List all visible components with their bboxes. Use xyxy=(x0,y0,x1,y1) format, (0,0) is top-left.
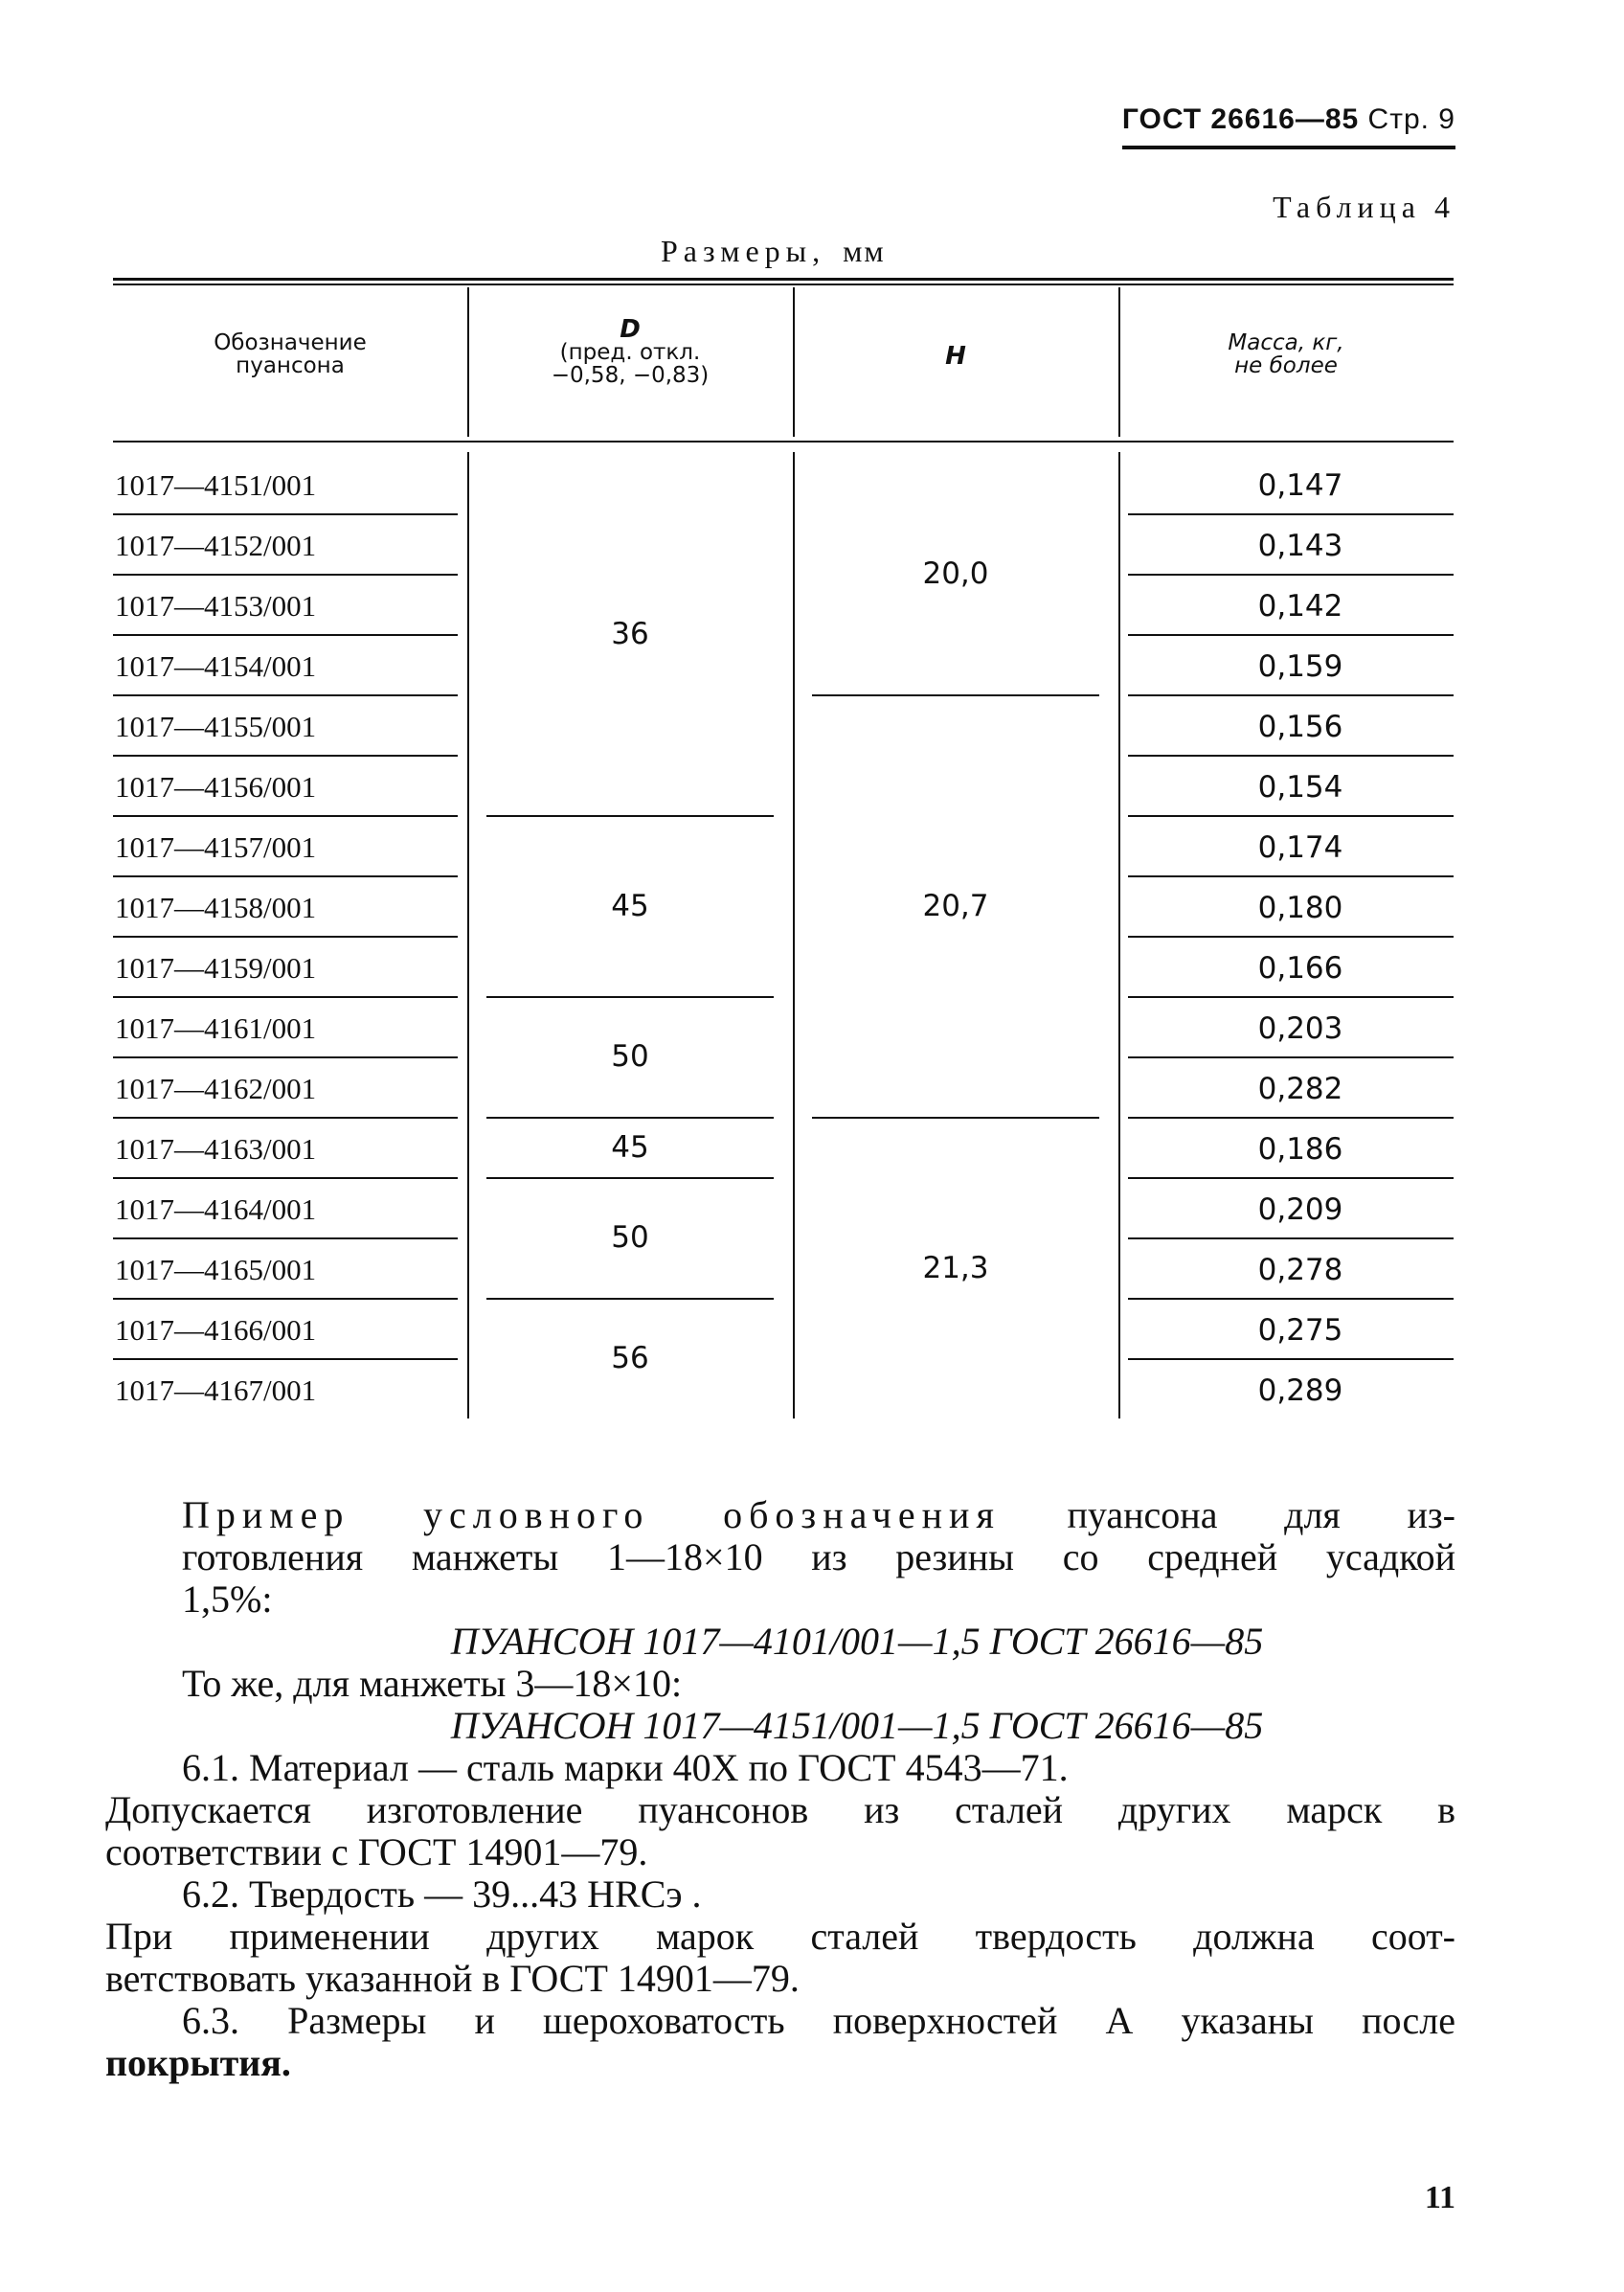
row-rule-designation xyxy=(113,1117,458,1119)
h_groups-value: 20,7 xyxy=(922,888,989,923)
mass-value: 0,174 xyxy=(1257,830,1343,865)
column-header-mass xyxy=(1118,331,1454,377)
example-line-3: 1,5%: xyxy=(182,1577,273,1621)
column-header-h xyxy=(793,342,1118,371)
row-rule-mass xyxy=(1128,513,1454,515)
punch-designation: 1017—4159/001 xyxy=(115,951,317,985)
page-ref: Стр. 9 xyxy=(1367,103,1455,135)
punch-designation: 1017—4157/001 xyxy=(115,830,317,864)
row-rule-mass xyxy=(1128,574,1454,576)
mass-value: 0,186 xyxy=(1257,1132,1343,1167)
row-rule-designation xyxy=(113,875,458,877)
mass-value: 0,209 xyxy=(1257,1192,1343,1227)
row-rule-designation xyxy=(113,1177,458,1179)
punch-designation: 1017—4163/001 xyxy=(115,1132,317,1166)
column-header-designation-line: пуансона xyxy=(236,353,345,378)
clause-6-3-line-1: 6.3. Размеры и шероховатость поверхностей А указаны после xyxy=(182,1999,1455,2042)
h_groups-value: 21,3 xyxy=(922,1250,989,1285)
d_groups-rule xyxy=(486,996,774,998)
example-rest: пуансона для из- xyxy=(1067,1493,1455,1536)
punch-designation: 1017—4158/001 xyxy=(115,891,317,924)
mass-value: 0,142 xyxy=(1257,589,1343,624)
body-col-separator xyxy=(467,452,469,1418)
mass-value: 0,275 xyxy=(1257,1313,1343,1348)
punch-designation: 1017—4155/001 xyxy=(115,710,317,743)
column-header-d xyxy=(467,315,793,388)
row-rule-designation xyxy=(113,634,458,636)
mass-value: 0,156 xyxy=(1257,710,1343,744)
gost-number: ГОСТ 26616—85 xyxy=(1121,103,1360,135)
row-rule-designation xyxy=(113,815,458,817)
d_groups-rule xyxy=(486,815,774,817)
row-rule-designation xyxy=(113,996,458,998)
punch-designation: 1017—4154/001 xyxy=(115,649,317,683)
row-rule-designation xyxy=(113,755,458,757)
column-header-mass-line: Масса, кг, xyxy=(1228,330,1344,355)
h_groups-rule xyxy=(812,1117,1099,1119)
clause-6-1-note-1: Допускается изготовление пуансонов из сталей других марск в xyxy=(105,1788,1455,1831)
row-rule-mass xyxy=(1128,694,1454,696)
column-header-d-line: −0,58, −0,83) xyxy=(551,363,710,388)
d_groups-value: 45 xyxy=(611,888,649,923)
h_groups-rule xyxy=(812,694,1099,696)
table-header-rule xyxy=(113,441,1454,443)
clause-6-3-line-2: покрытия. xyxy=(105,2041,291,2084)
row-rule-mass xyxy=(1128,1298,1454,1300)
punch-designation: 1017—4153/001 xyxy=(115,589,317,623)
mass-value: 0,147 xyxy=(1257,468,1343,503)
dimensions-table xyxy=(113,278,1454,1427)
d_groups-rule xyxy=(486,1177,774,1179)
mass-value: 0,289 xyxy=(1257,1373,1343,1408)
punch-designation: 1017—4156/001 xyxy=(115,770,317,804)
d_groups-value: 45 xyxy=(611,1129,649,1165)
row-rule-mass xyxy=(1128,1117,1454,1119)
example-line-1 xyxy=(182,1494,1455,1536)
clause-6-2-note-2: ветствовать указанной в ГОСТ 14901—79. xyxy=(105,1957,800,2000)
row-rule-designation xyxy=(113,1056,458,1058)
mass-value: 0,180 xyxy=(1257,891,1343,925)
d_groups-value: 36 xyxy=(611,617,649,651)
column-header-d-line: (пред. откл. xyxy=(559,340,701,365)
column-header-designation-line: Обозначение xyxy=(214,330,367,355)
row-rule-mass xyxy=(1128,1237,1454,1239)
punch-designation: 1017—4162/001 xyxy=(115,1072,317,1105)
table-top-rule-2 xyxy=(113,284,1454,285)
punch-designation: 1017—4164/001 xyxy=(115,1192,317,1226)
column-header-d-line: D xyxy=(620,315,641,344)
table-label: Таблица 4 xyxy=(1273,190,1455,224)
row-rule-mass xyxy=(1128,936,1454,938)
mass-value: 0,143 xyxy=(1257,529,1343,563)
row-rule-designation xyxy=(113,1237,458,1239)
row-rule-mass xyxy=(1128,755,1454,757)
table-top-rule xyxy=(113,278,1454,281)
row-rule-designation xyxy=(113,694,458,696)
row-rule-mass xyxy=(1128,634,1454,636)
units-label: Размеры, xyxy=(661,234,826,268)
d_groups-value: 50 xyxy=(611,1220,649,1255)
units-unit: мм xyxy=(843,234,886,268)
d_groups-value: 56 xyxy=(611,1341,649,1375)
column-header-designation xyxy=(113,331,467,377)
row-rule-mass xyxy=(1128,815,1454,817)
mass-value: 0,166 xyxy=(1257,951,1343,986)
row-rule-designation xyxy=(113,1358,458,1360)
formula-2: ПУАНСОН 1017—4151/001—1,5 ГОСТ 26616—85 xyxy=(450,1704,1264,1747)
page-header xyxy=(1122,103,1455,149)
h_groups-value: 20,0 xyxy=(922,556,989,591)
punch-designation: 1017—4161/001 xyxy=(115,1011,317,1045)
punch-designation: 1017—4165/001 xyxy=(115,1253,317,1286)
row-rule-mass xyxy=(1128,875,1454,877)
mass-value: 0,203 xyxy=(1257,1011,1343,1046)
body-col-separator xyxy=(1118,452,1120,1418)
d_groups-rule xyxy=(486,1298,774,1300)
punch-designation: 1017—4166/001 xyxy=(115,1313,317,1347)
row-rule-designation xyxy=(113,1298,458,1300)
column-header-h-line: H xyxy=(945,342,966,371)
mass-value: 0,278 xyxy=(1257,1253,1343,1287)
clause-6-2: 6.2. Твердость — 39...43 HRCэ . xyxy=(182,1872,702,1916)
mass-value: 0,282 xyxy=(1257,1072,1343,1106)
column-header-mass-line: не более xyxy=(1234,353,1338,378)
row-rule-mass xyxy=(1128,1056,1454,1058)
punch-designation: 1017—4151/001 xyxy=(115,468,317,502)
mass-value: 0,159 xyxy=(1257,649,1343,684)
example-line-2: готовления манжеты 1—18×10 из резины со средней усадкой xyxy=(182,1535,1455,1578)
formula-1: ПУАНСОН 1017—4101/001—1,5 ГОСТ 26616—85 xyxy=(450,1620,1264,1663)
row-rule-designation xyxy=(113,574,458,576)
d_groups-rule xyxy=(486,1117,774,1119)
body-text xyxy=(105,1493,1455,2084)
clause-6-2-note-1: При применении других марок сталей твердость должна соот- xyxy=(105,1915,1455,1958)
punch-designation: 1017—4167/001 xyxy=(115,1373,317,1407)
same-for-cuff: То же, для манжеты 3—18×10: xyxy=(182,1662,683,1705)
punch-designation: 1017—4152/001 xyxy=(115,529,317,562)
example-lead: Пример условного обозначения xyxy=(182,1493,1001,1536)
row-rule-designation xyxy=(113,513,458,515)
clause-6-1-note-2: соответствии с ГОСТ 14901—79. xyxy=(105,1830,648,1873)
units-caption xyxy=(661,234,886,269)
mass-value: 0,154 xyxy=(1257,770,1343,805)
page-number: 11 xyxy=(1424,2180,1455,2215)
row-rule-mass xyxy=(1128,996,1454,998)
clause-6-1: 6.1. Материал — сталь марки 40Х по ГОСТ 4543—71. xyxy=(182,1746,1069,1789)
row-rule-mass xyxy=(1128,1177,1454,1179)
row-rule-designation xyxy=(113,936,458,938)
row-rule-mass xyxy=(1128,1358,1454,1360)
d_groups-value: 50 xyxy=(611,1039,649,1074)
